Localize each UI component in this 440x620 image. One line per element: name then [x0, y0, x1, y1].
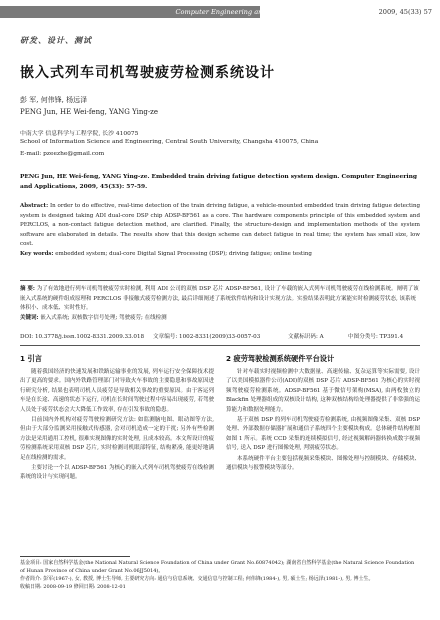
- author-email: E-mail: pzeezhe@gmail.com: [20, 151, 105, 157]
- page-number: 57: [423, 8, 432, 16]
- doi: DOI: 10.3778/j.issn.1002-8331.2009.33.018: [20, 334, 145, 340]
- footnote-dates: 收稿日期: 2008-09-19 修回日期: 2008-12-01: [20, 584, 126, 590]
- journal-name-cn: 计算机工程与应用: [312, 8, 365, 16]
- abstract-chinese: [20, 285, 420, 323]
- footnote-funding: 基金项目: 国家自然科学基金(the National Natural Science Foundation of China under Grant No.60874042); 湖南省自然科学基金(the Natural Science Foundation of Hunan Province of China under Grant No.06JJ5014)。: [20, 560, 415, 574]
- journal-name: [150, 6, 365, 18]
- keywords-english-text: embedded system; dual-core Digital Signal Processing (DSP); driving fatigue; online testing: [55, 250, 312, 257]
- journal-name-en: Computer Engineering and Applications: [175, 8, 311, 16]
- hardware-paragraph: 基于双核 DSP 的列车司机驾驶疲劳检测系统, 由视频图像采集、双核 DSP 处理、外部数据存储器扩展和通信子系统四个主要模块构成。总体硬件结构框图如图 1 所示。系统 CCD 采集的连续模拟信号, 经过视频解码器转换成数字视频信号, 送入 DSP 进行图像处理, 判别疲劳状态。: [226, 417, 420, 452]
- article-number: 文章编号: 1002-8331(2009)33-0057-03: [153, 334, 261, 340]
- keywords-chinese-label: 关键词:: [20, 314, 39, 321]
- abstract-chinese-text: 为了有效地进行列车司机驾驶疲劳实时检测, 利用 ADI 公司的双核 DSP 芯片 ADSP-BF561, 设计了车载的嵌入式列车司机驾驶疲劳在线检测系统。阐明了该嵌入式系统的硬件组成原理和 PERCLOS 非接触式疲劳检测方法, 最后详细阐述了系统软件结构和设计实现方法。实验结果表明此方案能实时检测疲劳状态, 该系统体积小、成本低、实时性好。: [20, 286, 419, 312]
- document-code: 文献标识码: A: [288, 334, 324, 340]
- issue-and-page: [340, 6, 432, 18]
- footnote-rule: [20, 556, 130, 557]
- footnotes: [20, 559, 420, 591]
- intro-paragraph: 目前国内外机构对疲劳驾驶检测研究方法: 如监测脑电图、眼动图等方法, 但由于大部分监测采用接触式传感器, 会对司机造成一定的干扰; 另外有些检测方法是采用通用工控机, 很难实现图像的实时处理, 且成本较高。本文所设计的疲劳检测系统采用双核 DSP 芯片, 实时检测司机眼部特征, 结构紧凑, 能更好地满足在线检测的需求。: [20, 417, 214, 461]
- affiliation-english: School of Information Science and Engineering, Central South University, Changsha 410075, China: [20, 139, 319, 145]
- affiliation-chinese: 中南大学 信息科学与工程学院, 长沙 410075: [20, 131, 139, 137]
- article-meta-line: [20, 332, 420, 342]
- section-heading-intro: 1 引言: [20, 354, 42, 363]
- clc-number: 中图分类号: TP391.4: [348, 334, 404, 340]
- hardware-paragraph: 针对车载实时视频检测中大数据量、高速传输、复杂运算等实际需要, 设计了以美国模拟器件公司(ADI)的双核 DSP 芯片 ADSP-BF561 为核心的实时视频驾驶疲劳检测系统。ADSP-BF561 基于微信号架构(MSA), 由两枚独立的 Blackfin 处理器组成的双核设计结构, 这种双核结构给处理器提供了非常强的运算能力和数据处理能力。: [226, 369, 420, 413]
- intro-paragraph: 随着我国经济的快速发展和铁路运输事业的发展, 列车运行安全保障技术提出了更高的要求。国内外铁路管理部门对导致火车事故的主要隐患和事故原因进行研究分析, 结果也表明司机人员疲劳是导致相关事故的重要原因。由于客运列车是在长途、高速的状态下运行, 司机在长时间驾驶过程中容易出现疲劳, 若驾驶人员处于疲劳状态会大大降低工作效率, 存在引发事故的隐患。: [20, 369, 214, 413]
- footnote-author-bio: 作者简介: 彭军(1967-), 女, 教授, 博士生导师, 主要研究方向: 通信与信息系统、交通信息与控制工程; 何伟锋(1984-), 男, 硕士生; 杨远泽(1981-), 男, 博士生。: [20, 576, 374, 582]
- keywords-chinese: [20, 314, 420, 324]
- abstract-english-body: [20, 202, 420, 250]
- section-heading-hardware: 2 疲劳驾驶检测系统硬件平台设计: [226, 354, 335, 363]
- abstract-english: [20, 202, 420, 260]
- abstract-english-text: In order to do effective, real-time detection of the train driving fatigue, a vehicle-mounted embedded train driving fatigue detecting system is designed taking ADI dual-core DSP chip ADSP-BF561 as a core. The hardware components principle of this embedded system and PERCLOS, a non-contact fatigue detection method, are clarified. Finally, the structure-design and implementation methods of the system software are elaborated in details. The results show that this design scheme can detect fatigue in real time; the system has small size, low cost.: [20, 203, 421, 248]
- keywords-chinese-text: 嵌入式系统; 双核数字信号处理; 驾驶疲劳; 在线检测: [40, 314, 167, 321]
- abstract-english-label: Abstract:: [20, 203, 49, 209]
- divider-rule-2: [20, 345, 420, 346]
- paper-title: 嵌入式列车司机驾驶疲劳检测系统设计: [20, 65, 275, 81]
- body-column-right: [226, 353, 420, 474]
- issue-number: 2009, 45(33): [378, 8, 422, 16]
- intro-paragraph: 主要讨论一个以 ADSP-BF561 为核心的嵌入式列车司机驾驶疲劳在线检测系统的设计与实现问题。: [20, 465, 214, 481]
- citation-line: PENG Jun, HE Wei-feng, YANG Ying-ze. Embedded train driving fatigue detection system design. Computer Engineering and Applications, 2009, 45(33): 57-59.: [20, 173, 417, 190]
- hardware-paragraph: 本系统硬件平台主要包括视频采集模块、图像处理与控制模块、存储模块、通信模块与报警模块等部分。: [226, 455, 420, 472]
- abstract-chinese-body: [20, 285, 420, 314]
- keywords-english: [20, 250, 420, 260]
- authors-english: PENG Jun, HE Wei-feng, YANG Ying-ze: [20, 108, 159, 116]
- authors-chinese: 彭 军, 何伟锋, 杨远泽: [20, 96, 88, 104]
- running-head: [0, 0, 440, 20]
- divider-rule: [20, 280, 420, 281]
- section-tag: 研发、设计、测试: [20, 35, 92, 45]
- body-column-left: [20, 353, 214, 484]
- keywords-english-label: Key words:: [20, 250, 54, 257]
- abstract-chinese-label: 摘 要:: [20, 286, 35, 292]
